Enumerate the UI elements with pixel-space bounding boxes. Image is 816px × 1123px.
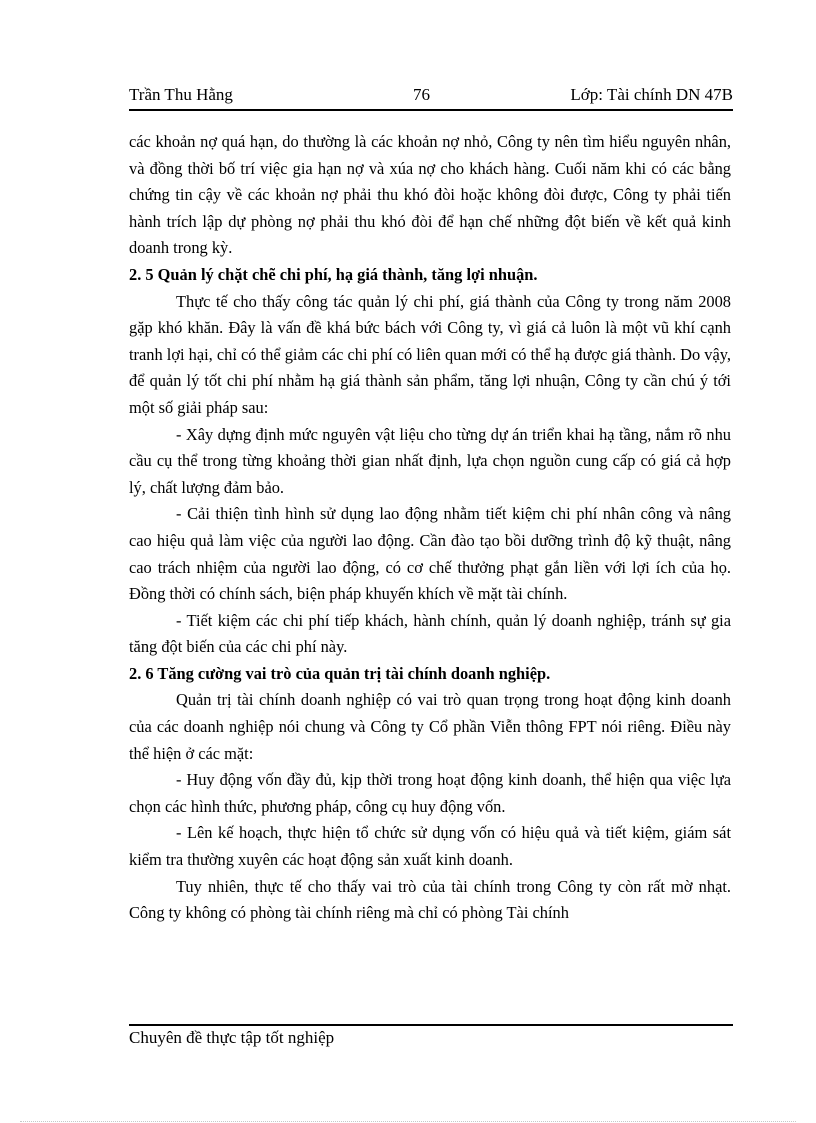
page-header <box>129 84 733 110</box>
section-heading-2-6: 2. 6 Tăng cường vai trò của quản trị tài chính doanh nghiệp. <box>129 663 551 683</box>
paragraph-expense-saving: - Tiết kiệm các chi phí tiếp khách, hành chính, quản lý doanh nghiệp, tránh sự gia tăng đột biến của các chi phí này. <box>129 610 731 657</box>
header-page-number: 76 <box>413 85 430 104</box>
paragraph-capital-usage: - Lên kế hoạch, thực hiện tổ chức sử dụng vốn có hiệu quả và tiết kiệm, giám sát kiểm tra thường xuyên các hoạt động sản xuất kinh doanh. <box>129 823 731 870</box>
header-author: Trần Thu Hằng <box>129 85 233 104</box>
paragraph-cost-management: Thực tế cho thấy công tác quản lý chi phí, giá thành của Công ty trong năm 2008 gặp khó khăn. Đây là vấn đề khá bức bách với Công ty, vì giá cả luôn là một vũ khí cạnh tranh lợi hại, chỉ có thể giảm các chi phí có liên quan mới có thể hạ được giá thành. Do vậy, để quản lý tốt chi phí nhằm hạ giá thành sản phẩm, tăng lợi nhuận, Công ty cần chú ý tới một số giải pháp sau: <box>129 291 731 417</box>
paragraph-debt-handling: các khoản nợ quá hạn, do thường là các khoản nợ nhỏ, Công ty nên tìm hiểu nguyên nhân, và đồng thời bố trí việc gia hạn nợ và xúa nợ cho khách hàng. Cuối năm khi có các bằng chứng tin cậy về các khoản nợ phải thu khó đòi hoặc không đòi được, Công ty phải tiến hành trích lập dự phòng nợ phải thu khó đòi để hạn chế những đột biến về kết quả kinh doanh trong kỳ. <box>129 132 731 258</box>
paragraph-labor-usage: - Cải thiện tình hình sử dụng lao động nhằm tiết kiệm chi phí nhân công và nâng cao hiệu quả làm việc của người lao động. Cần đào tạo bồi dưỡng trình độ kỹ thuật, nâng cao trách nhiệm của người lao động, có cơ chế thưởng phạt gắn liền với lợi ích của họ. Đồng thời có chính sách, biện pháp khuyến khích về mặt tài chính. <box>129 504 731 604</box>
footer-divider <box>129 1024 733 1026</box>
page-edge-line <box>20 1121 796 1122</box>
paragraph-capital-mobilization: - Huy động vốn đầy đủ, kịp thời trong hoạt động kinh doanh, thể hiện qua việc lựa chọn các hình thức, phương pháp, công cụ huy động vốn. <box>129 770 731 816</box>
header-class: Lớp: Tài chính DN 47B <box>570 85 733 104</box>
header-divider <box>129 109 733 111</box>
document-body <box>129 129 731 927</box>
paragraph-finance-role: Tuy nhiên, thực tế cho thấy vai trò của tài chính trong Công ty còn rất mờ nhạt. Công ty không có phòng tài chính riêng mà chỉ có phòng Tài chính <box>129 876 731 923</box>
page-footer: Chuyên đề thực tập tốt nghiệp <box>129 1028 335 1047</box>
section-heading-2-5: 2. 5 Quản lý chặt chẽ chi phí, hạ giá thành, tăng lợi nhuận. <box>129 264 538 284</box>
paragraph-financial-management: Quản trị tài chính doanh nghiệp có vai trò quan trọng trong hoạt động kinh doanh của các doanh nghiệp nói chung và Công ty Cổ phần Viễn thông FPT nói riêng. Điều này thể hiện ở các mặt: <box>129 690 731 763</box>
paragraph-material-norms: - Xây dựng định mức nguyên vật liệu cho từng dự án triển khai hạ tầng, nắm rõ nhu cầu cụ thể trong từng khoảng thời gian nhất định, lựa chọn nguồn cung cấp có giá cả hợp lý, chất lượng đảm bảo. <box>129 424 731 497</box>
